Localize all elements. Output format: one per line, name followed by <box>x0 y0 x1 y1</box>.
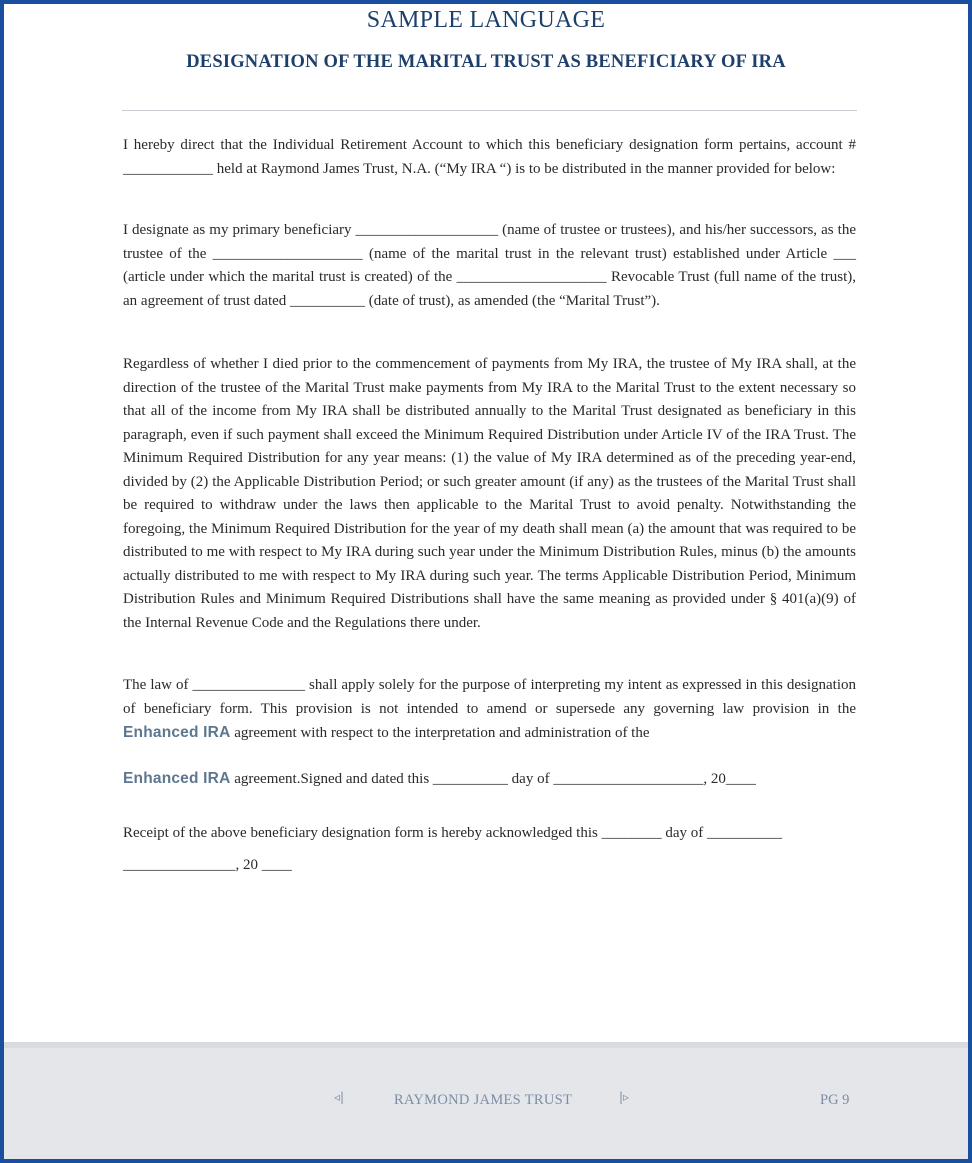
footer-left-mark-icon: ◃| <box>334 1090 345 1104</box>
footer-top-band <box>4 1042 968 1048</box>
footer-company-name: RAYMOND JAMES TRUST <box>394 1092 573 1108</box>
header-divider <box>122 110 857 111</box>
document-page <box>4 4 968 1159</box>
enhanced-ira-highlight-1: Enhanced IRA <box>123 724 231 741</box>
page-title: SAMPLE LANGUAGE <box>366 7 606 33</box>
page-footer <box>4 1042 968 1159</box>
governing-law-text-a: The law of _______________ shall apply solely for the purpose of interpreting my intent as expressed in this designation of beneficiary form. This provision is not intended to amend or supersede any governing law provision in the <box>123 677 856 717</box>
footer-page-number: PG 9 <box>820 1092 850 1108</box>
paragraph-designation: I designate as my primary beneficiary ___________________ (name of trustee or trustees), and his/her successors, as the trustee of the ____________________ (name of the marital trust in the relevant trust) established under Article ___ (article under which the marital trust is created) of the ____________________ Revocable Trust (full name of the trust), an agreement of trust dated __________ (date of trust), as amended (the “Marital Trust”). <box>123 222 856 309</box>
enhanced-ira-highlight-2: Enhanced IRA <box>123 770 231 787</box>
governing-law-text-b: agreement with respect to the interpretation and administration of the <box>234 725 650 741</box>
paragraph-account: I hereby direct that the Individual Retirement Account to which this beneficiary designation form pertains, account # ____________ held at Raymond James Trust, N.A. (“My IRA “) is to be distributed in the manner provided for below: <box>123 137 856 177</box>
paragraph-receipt-line1: Receipt of the above beneficiary designation form is hereby acknowledged this ________ day of __________ <box>123 825 782 841</box>
paragraph-signature <box>123 767 856 792</box>
paragraph-receipt-line2: _______________, 20 ____ <box>123 857 292 873</box>
paragraph-distribution: Regardless of whether I died prior to the commencement of payments from My IRA, the trustee of My IRA shall, at the direction of the trustee of the Marital Trust make payments from My IRA to the Marital Trust to the extent necessary so that all of the income from My IRA shall be distributed annually to the Marital Trust designated as beneficiary in this paragraph, even if such payment shall exceed the Minimum Required Distribution under Article IV of the IRA Trust. The Minimum Required Distribution for any year means: (1) the value of My IRA determined as of the preceding year-end, divided by (2) the Applicable Distribution Period; or such greater amount (if any) as the trustees of the Marital Trust shall be required to withdraw under the laws then applicable to the Marital Trust to avoid penalty. Notwithstanding the foregoing, the Minimum Required Distribution for the year of my death shall mean (a) the amount that was required to be distributed to me with respect to My IRA during such year under the Minimum Distribution Rules, minus (b) the amounts actually distributed to me with respect to My IRA during such year. The terms Applicable Distribution Period, Minimum Distribution Rules and Minimum Required Distributions shall have the same meaning as provided under § 401(a)(9) of the Internal Revenue Code and the Regulations there under. <box>123 356 856 631</box>
footer-right-mark-icon: |▹ <box>619 1090 630 1104</box>
signature-line-text: agreement.Signed and dated this __________ day of ____________________, 20____ <box>234 771 756 787</box>
paragraph-governing-law <box>123 674 856 746</box>
page-subtitle: DESIGNATION OF THE MARITAL TRUST AS BENEFICIARY OF IRA <box>186 52 786 72</box>
